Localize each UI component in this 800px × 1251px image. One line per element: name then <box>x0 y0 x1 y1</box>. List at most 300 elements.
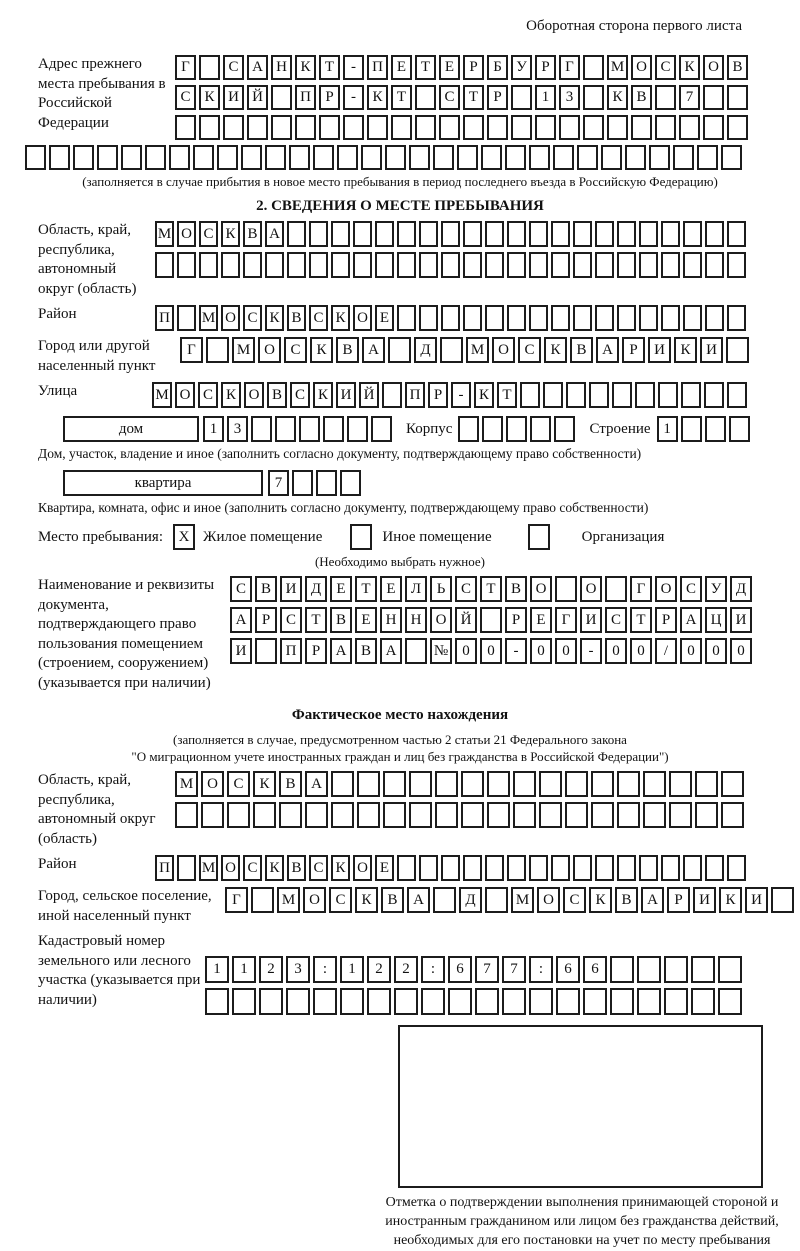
char-box <box>419 252 438 278</box>
char-box <box>661 252 680 278</box>
char-box: О <box>201 771 224 797</box>
char-box <box>507 855 526 881</box>
char-box: О <box>703 55 724 80</box>
char-box: И <box>745 887 768 913</box>
char-box <box>566 382 586 408</box>
char-box: 0 <box>680 638 702 664</box>
char-box: К <box>310 337 333 363</box>
char-box <box>631 115 652 140</box>
char-box <box>397 252 416 278</box>
char-box <box>639 252 658 278</box>
char-box <box>388 337 411 363</box>
char-box: Е <box>375 855 394 881</box>
char-box: Г <box>559 55 580 80</box>
char-box <box>705 305 724 331</box>
char-box: Т <box>497 382 517 408</box>
char-box <box>718 956 742 983</box>
char-box: Т <box>319 55 340 80</box>
char-box <box>605 576 627 602</box>
char-box <box>227 802 250 828</box>
char-box: 7 <box>502 956 526 983</box>
char-box: К <box>679 55 700 80</box>
char-box <box>415 115 436 140</box>
al-region-row <box>0 771 800 849</box>
char-box <box>177 305 196 331</box>
char-box: Т <box>415 55 436 80</box>
char-box <box>482 416 503 442</box>
char-box <box>391 115 412 140</box>
char-box: С <box>309 855 328 881</box>
char-box: В <box>505 576 527 602</box>
char-box <box>529 855 548 881</box>
char-box: Р <box>255 607 277 633</box>
char-box <box>577 145 598 170</box>
char-box <box>441 855 460 881</box>
char-box: П <box>295 85 316 110</box>
char-box: Т <box>355 576 377 602</box>
char-box: Й <box>359 382 379 408</box>
char-box <box>617 221 636 247</box>
char-box <box>439 115 460 140</box>
checkbox-other-premises <box>350 524 372 550</box>
char-box <box>643 802 666 828</box>
char-box <box>704 382 724 408</box>
char-box <box>367 988 391 1015</box>
char-box <box>573 221 592 247</box>
char-box <box>255 638 277 664</box>
char-box: К <box>331 305 350 331</box>
char-box <box>73 145 94 170</box>
char-box: К <box>313 382 333 408</box>
char-box: И <box>693 887 716 913</box>
char-box: В <box>287 855 306 881</box>
char-box <box>259 988 283 1015</box>
char-box: У <box>511 55 532 80</box>
char-box <box>529 988 553 1015</box>
char-box <box>727 382 747 408</box>
char-box: К <box>474 382 494 408</box>
char-box: О <box>353 305 372 331</box>
char-box: М <box>152 382 172 408</box>
other-premises-label: Иное помещение <box>382 528 492 545</box>
char-box <box>617 252 636 278</box>
s2-region-grid-2 <box>155 252 746 278</box>
char-box <box>397 305 416 331</box>
char-box: С <box>563 887 586 913</box>
char-box: - <box>580 638 602 664</box>
char-box: Т <box>305 607 327 633</box>
prev-address-row-2 <box>175 85 748 110</box>
char-box <box>520 382 540 408</box>
char-box <box>409 802 432 828</box>
char-box <box>617 855 636 881</box>
char-box <box>703 115 724 140</box>
char-box <box>331 221 350 247</box>
al-city-row <box>0 887 800 926</box>
char-box <box>705 416 726 442</box>
char-box: И <box>700 337 723 363</box>
char-box: В <box>287 305 306 331</box>
char-box: 2 <box>367 956 391 983</box>
char-box <box>727 855 746 881</box>
char-box <box>565 771 588 797</box>
char-box: - <box>343 55 364 80</box>
char-box <box>275 416 296 442</box>
char-box <box>371 416 392 442</box>
char-box <box>457 145 478 170</box>
char-box <box>421 988 445 1015</box>
char-box <box>299 416 320 442</box>
char-box: Т <box>391 85 412 110</box>
s2-street-row <box>0 382 800 408</box>
char-box <box>353 252 372 278</box>
char-box: / <box>655 638 677 664</box>
char-box <box>551 855 570 881</box>
char-box <box>375 252 394 278</box>
char-box <box>337 145 358 170</box>
char-box: А <box>230 607 252 633</box>
char-box: 0 <box>705 638 727 664</box>
char-box <box>265 252 284 278</box>
char-box: К <box>719 887 742 913</box>
char-box: К <box>544 337 567 363</box>
al-city-label: Город, сельское поселение, иной населенный пункт <box>38 888 212 924</box>
char-box: Е <box>355 607 377 633</box>
s2-city-grid <box>180 337 749 363</box>
char-box <box>145 145 166 170</box>
char-box: Г <box>180 337 203 363</box>
house-label-box: дом <box>63 416 199 442</box>
char-box: 0 <box>630 638 652 664</box>
apartment-label-box: квартира <box>63 470 263 496</box>
char-box: Г <box>225 887 248 913</box>
al-region-label: Область, край, республика, автономный округ (область) <box>38 772 156 847</box>
char-box: О <box>580 576 602 602</box>
char-box <box>463 221 482 247</box>
char-box <box>461 802 484 828</box>
char-box <box>551 305 570 331</box>
char-box <box>595 305 614 331</box>
char-box <box>612 382 632 408</box>
char-box <box>155 252 174 278</box>
stay-type-label: Место пребывания: <box>38 528 163 545</box>
document-label: Наименование и реквизиты документа, подтверждающего право пользования помещением (строением, сооружением) (указывается при наличии) <box>38 577 215 691</box>
char-box: 0 <box>455 638 477 664</box>
char-box <box>643 771 666 797</box>
char-box: О <box>631 55 652 80</box>
char-box: 1 <box>232 956 256 983</box>
char-box: Й <box>247 85 268 110</box>
char-box <box>461 771 484 797</box>
char-box <box>639 305 658 331</box>
char-box <box>353 221 372 247</box>
char-box <box>543 382 563 408</box>
char-box <box>385 145 406 170</box>
char-box <box>199 252 218 278</box>
s2-district-row <box>0 305 800 331</box>
s2-region-grid-1 <box>155 221 746 247</box>
char-box <box>507 221 526 247</box>
char-box: Н <box>405 607 427 633</box>
char-box <box>309 252 328 278</box>
char-box: В <box>279 771 302 797</box>
char-box <box>705 221 724 247</box>
char-box: Л <box>405 576 427 602</box>
char-box: О <box>258 337 281 363</box>
stroenie-grid <box>657 416 750 442</box>
char-box <box>703 85 724 110</box>
char-box: С <box>329 887 352 913</box>
char-box <box>323 416 344 442</box>
al-region-grid-1 <box>175 771 744 797</box>
char-box <box>433 145 454 170</box>
char-box: О <box>353 855 372 881</box>
char-box: О <box>537 887 560 913</box>
char-box <box>217 145 238 170</box>
char-box: Р <box>505 607 527 633</box>
char-box <box>251 887 274 913</box>
char-box: Р <box>487 85 508 110</box>
char-box <box>583 988 607 1015</box>
char-box: 0 <box>480 638 502 664</box>
char-box: И <box>223 85 244 110</box>
organization-label: Организация <box>581 528 665 545</box>
char-box <box>289 145 310 170</box>
char-box: С <box>680 576 702 602</box>
stamp-note: Отметка о подтверждении выполнения принимающей стороной и иностранным гражданином или лицом без гражданства действий, необходимых для его постановки на учет по месту пребывания <box>385 1195 779 1248</box>
char-box <box>705 252 724 278</box>
char-box: А <box>305 771 328 797</box>
char-box: Г <box>175 55 196 80</box>
char-box <box>361 145 382 170</box>
char-box <box>347 416 368 442</box>
char-box: Р <box>463 55 484 80</box>
char-box <box>177 855 196 881</box>
char-box <box>253 802 276 828</box>
char-box <box>441 305 460 331</box>
char-box <box>529 252 548 278</box>
char-box <box>669 802 692 828</box>
char-box: К <box>221 382 241 408</box>
char-box <box>691 956 715 983</box>
char-box <box>305 802 328 828</box>
char-box <box>313 145 334 170</box>
char-box <box>440 337 463 363</box>
char-box <box>589 382 609 408</box>
char-box <box>409 145 430 170</box>
char-box: А <box>680 607 702 633</box>
char-box <box>507 252 526 278</box>
char-box <box>610 988 634 1015</box>
char-box <box>697 145 718 170</box>
char-box: О <box>221 855 240 881</box>
char-box <box>287 252 306 278</box>
char-box: В <box>381 887 404 913</box>
char-box: А <box>407 887 430 913</box>
char-box: Е <box>439 55 460 80</box>
char-box <box>573 252 592 278</box>
char-box: А <box>596 337 619 363</box>
char-box <box>727 305 746 331</box>
char-box <box>463 252 482 278</box>
char-box <box>661 221 680 247</box>
char-box <box>529 145 550 170</box>
char-box <box>313 988 337 1015</box>
char-box: И <box>280 576 302 602</box>
s2-street-label: Улица <box>38 383 78 399</box>
char-box: 7 <box>268 470 289 496</box>
char-box: А <box>247 55 268 80</box>
char-box <box>529 305 548 331</box>
char-box: А <box>641 887 664 913</box>
char-box: Т <box>630 607 652 633</box>
char-box: К <box>199 85 220 110</box>
char-box <box>435 802 458 828</box>
char-box: : <box>313 956 337 983</box>
char-box: 6 <box>448 956 472 983</box>
char-box: К <box>331 855 350 881</box>
char-box <box>375 221 394 247</box>
char-box <box>539 802 562 828</box>
char-box: Р <box>319 85 340 110</box>
char-box <box>243 252 262 278</box>
char-box <box>367 115 388 140</box>
checkbox-organization <box>528 524 550 550</box>
char-box: 7 <box>475 956 499 983</box>
char-box <box>286 988 310 1015</box>
char-box: И <box>730 607 752 633</box>
char-box <box>177 252 196 278</box>
char-box <box>357 771 380 797</box>
char-box: Е <box>391 55 412 80</box>
char-box: М <box>175 771 198 797</box>
char-box <box>511 115 532 140</box>
char-box <box>664 956 688 983</box>
char-box <box>681 382 701 408</box>
char-box <box>271 85 292 110</box>
char-box: 0 <box>555 638 577 664</box>
char-box: : <box>421 956 445 983</box>
char-box <box>727 85 748 110</box>
char-box <box>771 887 794 913</box>
char-box <box>583 115 604 140</box>
char-box: 0 <box>530 638 552 664</box>
char-box: С <box>309 305 328 331</box>
char-box: К <box>265 855 284 881</box>
char-box: Е <box>375 305 394 331</box>
char-box: 1 <box>535 85 556 110</box>
char-box <box>727 115 748 140</box>
char-box: Н <box>271 55 292 80</box>
char-box: 6 <box>556 956 580 983</box>
char-box: М <box>511 887 534 913</box>
char-box <box>583 55 604 80</box>
char-box <box>405 638 427 664</box>
char-box: Е <box>330 576 352 602</box>
apartment-note: Квартира, комната, офис и иное (заполнить согласно документу, подтверждающему право собственности) <box>38 500 649 515</box>
char-box: Д <box>730 576 752 602</box>
char-box: С <box>655 55 676 80</box>
char-box <box>223 115 244 140</box>
char-box: О <box>244 382 264 408</box>
char-box <box>485 252 504 278</box>
char-box: И <box>230 638 252 664</box>
char-box <box>205 988 229 1015</box>
char-box: К <box>295 55 316 80</box>
char-box: О <box>221 305 240 331</box>
char-box <box>506 416 527 442</box>
char-box <box>505 145 526 170</box>
char-box: Р <box>305 638 327 664</box>
char-box <box>419 305 438 331</box>
registration-stamp-box <box>398 1025 763 1188</box>
char-box: М <box>199 305 218 331</box>
char-box <box>664 988 688 1015</box>
char-box <box>419 855 438 881</box>
char-box <box>639 221 658 247</box>
char-box: А <box>330 638 352 664</box>
char-box <box>565 802 588 828</box>
char-box: М <box>607 55 628 80</box>
char-box <box>279 802 302 828</box>
char-box <box>635 382 655 408</box>
char-box <box>292 470 313 496</box>
char-box <box>251 416 272 442</box>
char-box <box>435 771 458 797</box>
char-box <box>463 305 482 331</box>
char-box <box>595 855 614 881</box>
char-box: М <box>232 337 255 363</box>
char-box <box>556 988 580 1015</box>
char-box: Т <box>480 576 502 602</box>
char-box: В <box>631 85 652 110</box>
char-box <box>530 416 551 442</box>
char-box <box>601 145 622 170</box>
char-box: 1 <box>657 416 678 442</box>
char-box <box>655 85 676 110</box>
char-box <box>475 988 499 1015</box>
char-box <box>487 802 510 828</box>
apartment-row <box>0 470 800 496</box>
char-box <box>441 221 460 247</box>
char-box <box>683 221 702 247</box>
char-box: С <box>605 607 627 633</box>
char-box <box>316 470 337 496</box>
char-box: Е <box>380 576 402 602</box>
char-box: С <box>227 771 250 797</box>
char-box: С <box>290 382 310 408</box>
char-box: Р <box>428 382 448 408</box>
char-box: К <box>265 305 284 331</box>
char-box <box>535 115 556 140</box>
s2-city-row <box>0 337 800 376</box>
char-box: - <box>343 85 364 110</box>
char-box <box>721 771 744 797</box>
apartment-grid <box>268 470 361 496</box>
char-box: 1 <box>205 956 229 983</box>
char-box <box>639 855 658 881</box>
char-box <box>49 145 70 170</box>
char-box <box>553 145 574 170</box>
stroenie-label: Строение <box>589 420 651 437</box>
char-box <box>539 771 562 797</box>
char-box: Г <box>630 576 652 602</box>
char-box <box>573 305 592 331</box>
char-box: Б <box>487 55 508 80</box>
char-box <box>241 145 262 170</box>
char-box: В <box>570 337 593 363</box>
char-box: А <box>265 221 284 247</box>
